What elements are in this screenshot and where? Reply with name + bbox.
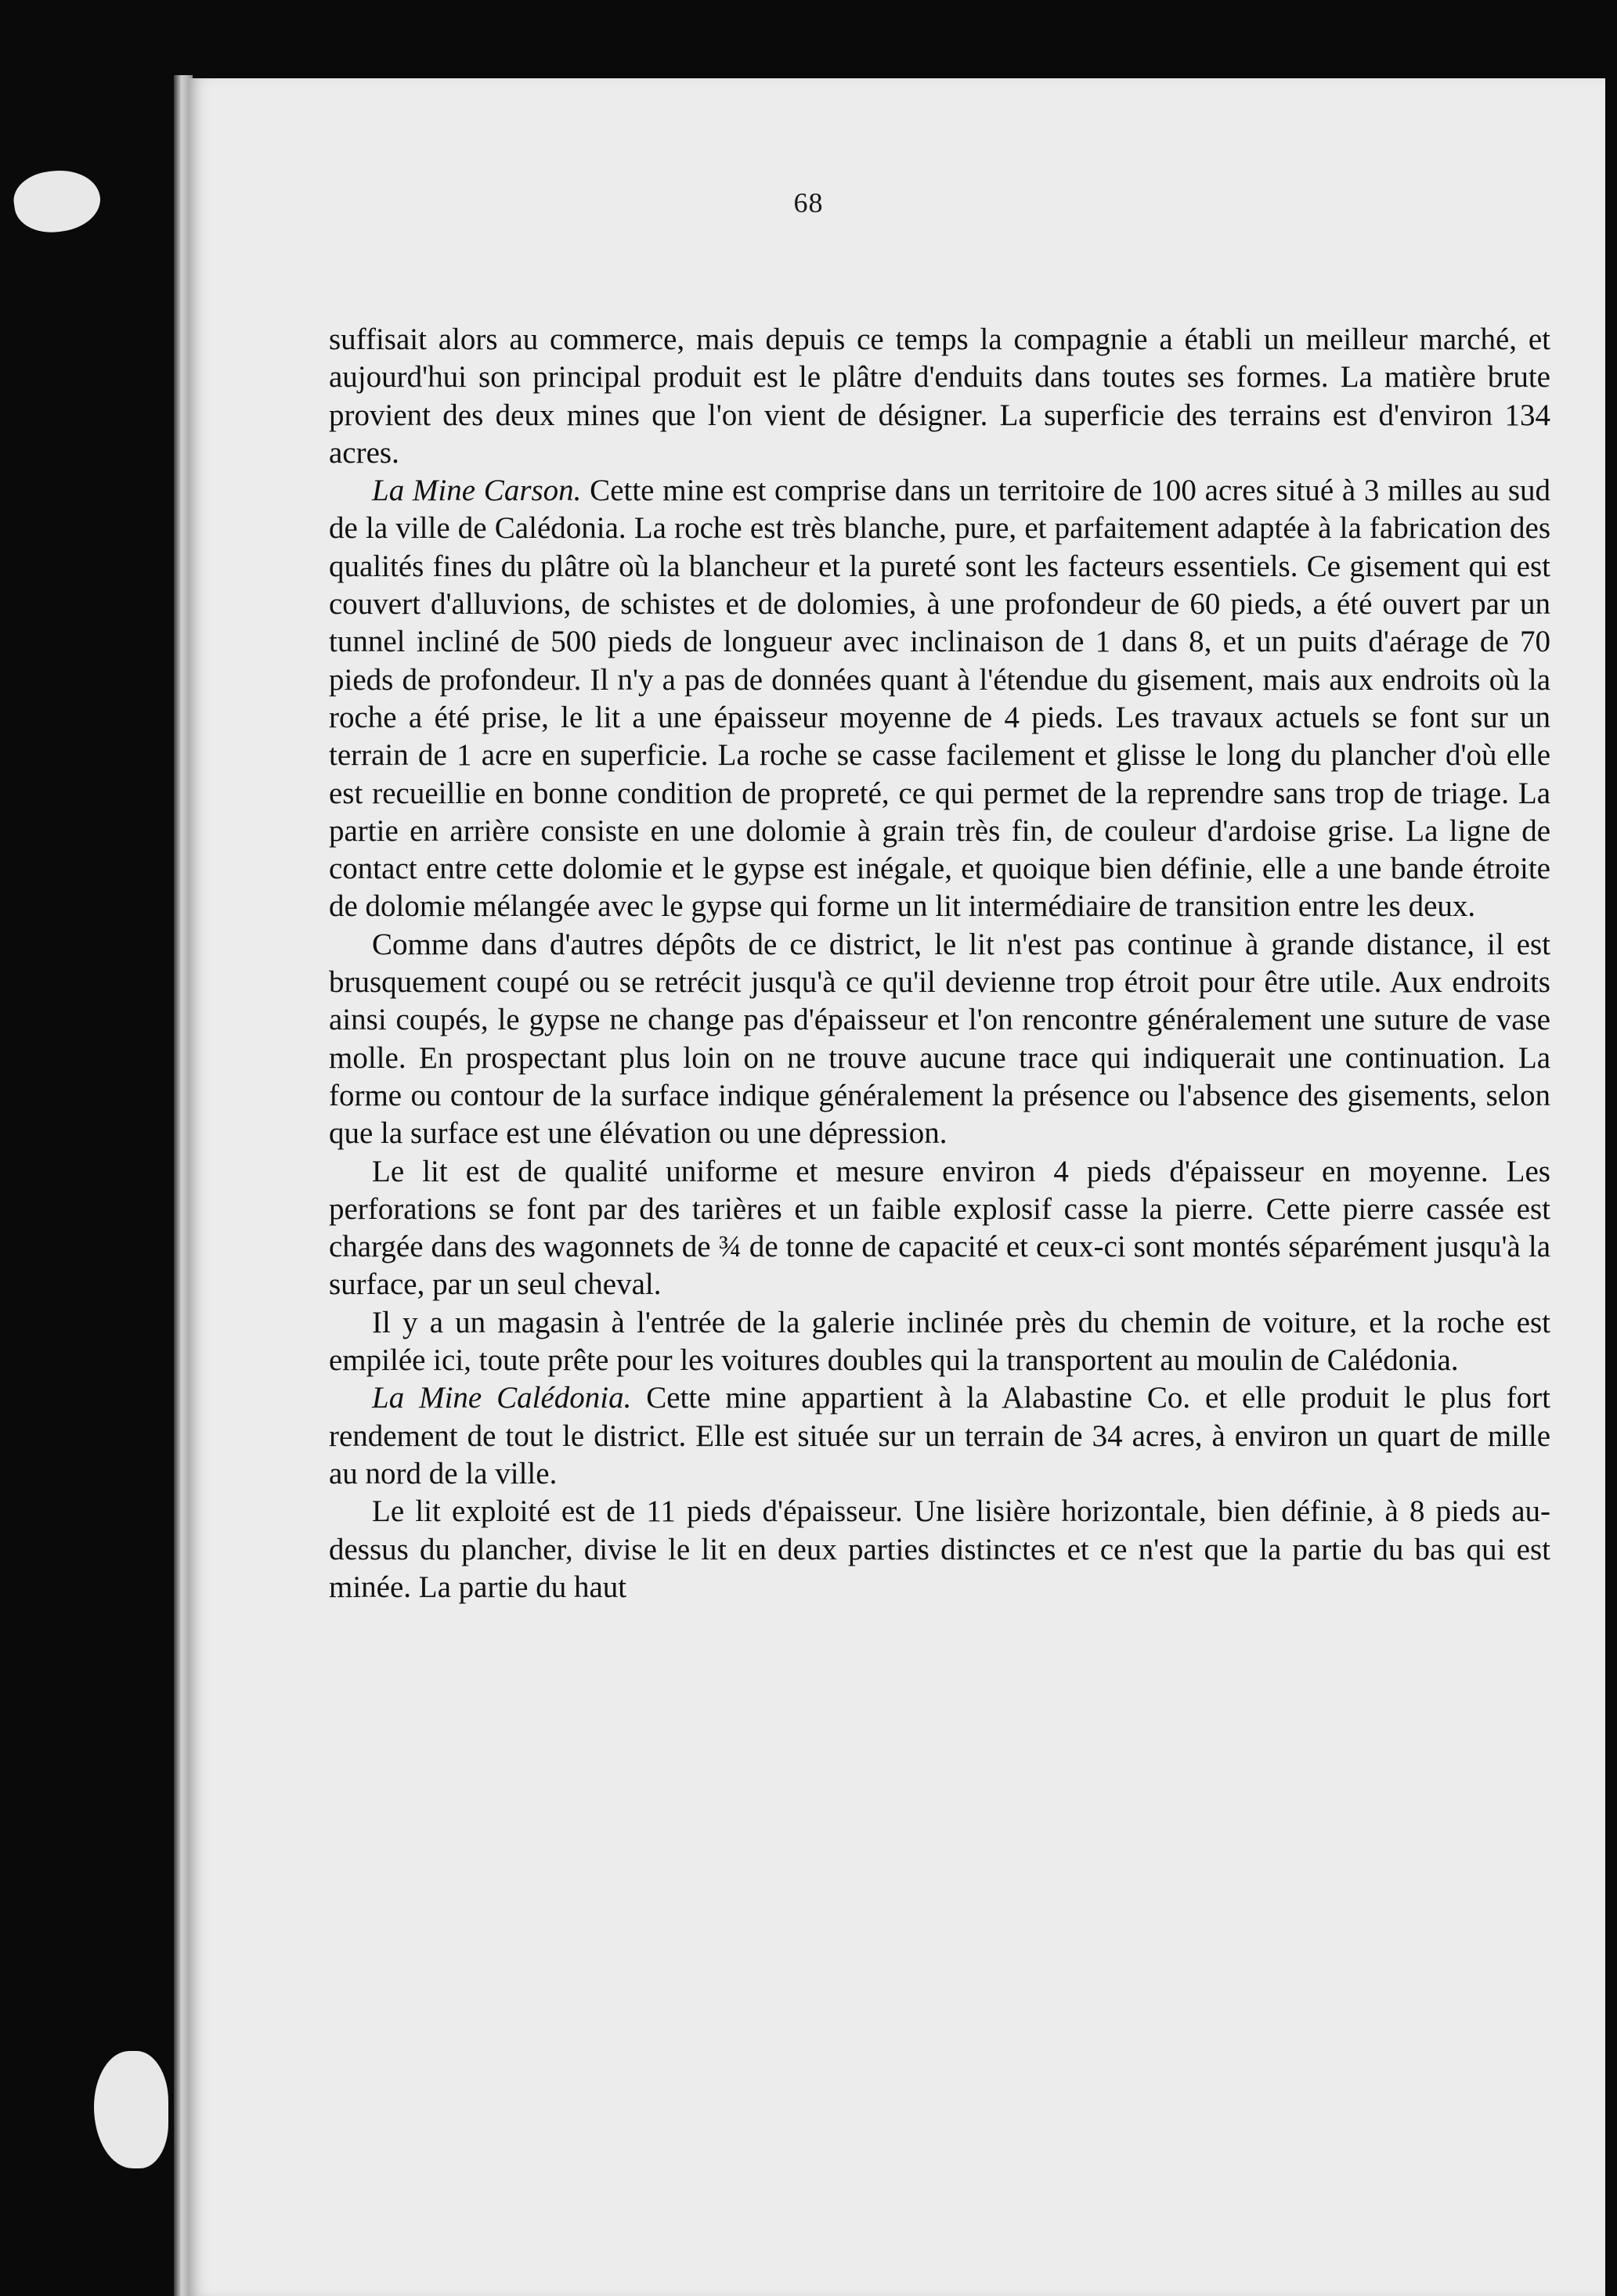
paragraph [329, 1153, 1550, 1304]
paragraph [329, 472, 1550, 926]
paragraph-text: Il y a un magasin à l'entrée de la galerie inclinée près du chemin de voiture, et la roche est empilée ici, toute prête pour les voitures doubles qui la transportent au moulin de Calédonia. [329, 1305, 1550, 1378]
paragraph-lead: La Mine Carson. [372, 474, 582, 508]
paragraph-text: Le lit est de qualité uniforme et mesure environ 4 pieds d'épaisseur en moyenne. Les perforations se font par des tarières et un faible explosif casse la pierre. Cette pierre cassée est chargée dans des wagonnets de ¾ de tonne de capacité et ceux-ci sont montés séparément jusqu'à la surface, par un seul cheval. [329, 1154, 1550, 1302]
paragraph-lead: La Mine Calédonia. [372, 1381, 632, 1415]
paragraph [329, 1379, 1550, 1493]
page-number: 68 [793, 187, 824, 218]
paragraph-text: Le lit exploité est de 11 pieds d'épaisseur. Une lisière horizontale, bien définie, à 8 pieds au-dessus du plancher, divise le lit en deux parties distinctes et ce n'est que la partie du bas qui est minée. La partie du haut [329, 1494, 1550, 1604]
paragraph-text: Comme dans d'autres dépôts de ce district, le lit n'est pas continue à grande distance, il est brusquement coupé ou se retrécit jusqu'à ce qu'il devienne trop étroit pour être utile. Aux endroits ainsi coupés, le gypse ne change pas d'épaisseur et l'on rencontre généralement une suture de vase molle. En prospectant plus loin on ne trouve aucune trace qui indiquerait une continuation. La forme ou contour de la surface indique généralement la présence ou l'absence des gisements, selon que la surface est une élévation ou une dépression. [329, 927, 1550, 1151]
paragraph-text: Cette mine est comprise dans un territoire de 100 acres situé à 3 milles au sud de la ville de Calédonia. La roche est très blanche, pure, et parfaitement adaptée à la fabrication des qualités fines du plâtre où la blancheur et la pureté sont les facteurs essentiels. Ce gisement qui est couvert d'alluvions, de schistes et de dolomies, à une profondeur de 60 pieds, a été ouvert par un tunnel incliné de 500 pieds de longueur avec inclinaison de 1 dans 8, et un puits d'aérage de 70 pieds de profondeur. Il n'y a pas de données quant à l'étendue du gisement, mais aux endroits où la roche a été prise, le lit a une épaisseur moyenne de 4 pieds. Les travaux actuels se font sur un terrain de 1 acre en superficie. La roche se casse facilement et glisse le long du plancher d'où elle est recueillie en bonne condition de propreté, ce qui permet de la reprendre sans trop de triage. La partie en arrière consiste en une dolomie à grain très fin, de couleur d'ardoise grise. La ligne de contact entre cette dolomie et le gypse est inégale, et quoique bien définie, elle a une bande étroite de dolomie mélangée avec le gypse qui forme un lit intermédiaire de transition entre les deux. [329, 474, 1550, 924]
paragraph [329, 321, 1550, 472]
paragraph-text: Cette mine appartient à la Alabastine Co. et elle produit le plus fort rendement de tout le district. Elle est située sur un terrain de 34 acres, à environ un quart de mille au nord de la ville. [329, 1381, 1550, 1490]
paragraph [329, 1493, 1550, 1606]
scan-artifact [94, 2051, 168, 2168]
paragraph [329, 926, 1550, 1153]
body-text [329, 321, 1550, 1606]
paragraph [329, 1304, 1550, 1380]
paragraph-text: suffisait alors au commerce, mais depuis ce temps la compagnie a établi un meilleur marché, et aujourd'hui son principal produit est le plâtre d'enduits dans toutes ses formes. La matière brute provient des deux mines que l'on vient de désigner. La superficie des terrains est d'environ 134 acres. [329, 323, 1550, 470]
